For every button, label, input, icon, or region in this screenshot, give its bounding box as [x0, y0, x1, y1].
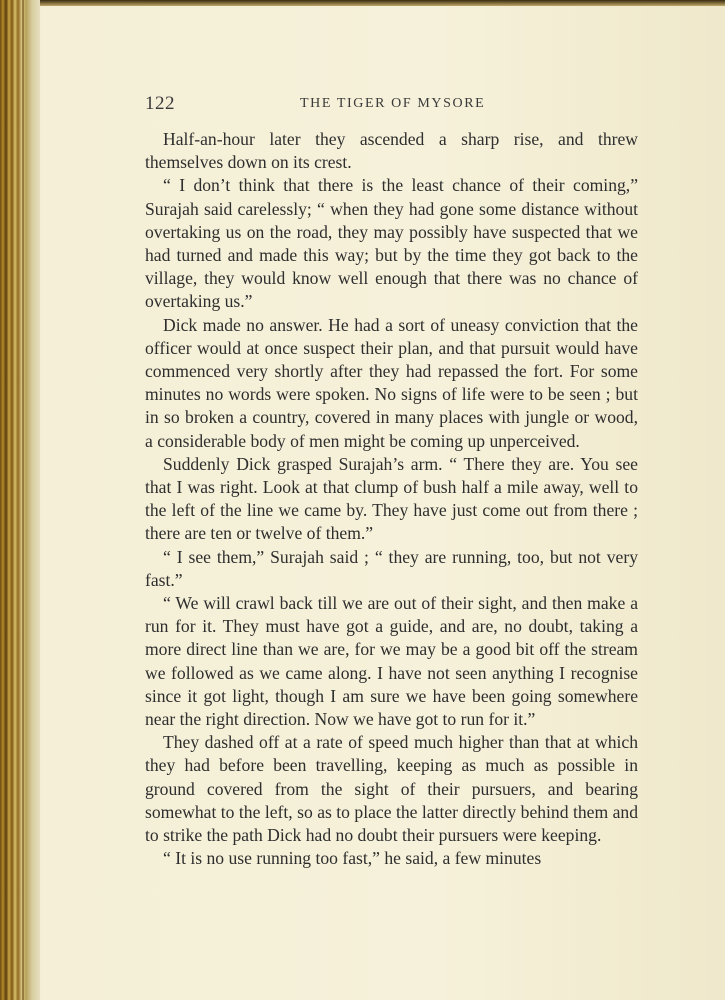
paragraph: Half-an-hour later they ascended a sharp rise, and threw themselves down on its crest.: [145, 129, 638, 173]
page-number: 122: [145, 93, 175, 114]
paragraph: Suddenly Dick grasped Surajah’s arm. “ There they are. You see that I was right. Look at that clump of bush half a mile away, well to the left of the line we came by. They have just come out from there ; there are ten or twelve of them.”: [145, 453, 638, 544]
gutter-line: [22, 0, 24, 1000]
body-text: [145, 128, 638, 871]
running-head: THE TIGER OF MYSORE: [300, 96, 486, 111]
paragraph: Dick made no answer. He had a sort of uneasy conviction that the officer would at once suspect their plan, and that pursuit would have commenced very shortly after they had repassed the fort. For some minutes no words were spoken. No signs of life were to be seen ; but in so broken a country, covered in many places with jungle or wood, a considerable body of men might be coming up unperceived.: [145, 314, 638, 451]
paragraph: “ I see them,” Surajah said ; “ they are running, too, but not very fast.”: [145, 546, 638, 590]
paragraph: “ It is no use running too fast,” he said, a few minutes: [163, 848, 542, 869]
book-gutter: [0, 0, 40, 1000]
paragraph: “ I don’t think that there is the least chance of their coming,” Surajah said carelessly; “ when they had gone some distance without overtaking us on the road, they may possibly have suspected that we had turned and made this way; but by the time they got back to the village, they would know well enough that there was no chance of overtaking us.”: [145, 175, 638, 312]
page-top-edge: [0, 0, 725, 6]
paragraph: They dashed off at a rate of speed much higher than that at which they had before been travelling, keeping as much as possible in ground covered from the sight of their pursuers, and bearing somewhat to the left, so as to place the latter directly behind them and to strike the path Dick had no doubt their pursuers were keeping.: [145, 732, 638, 846]
page-header: [145, 93, 665, 117]
paragraph: “ We will crawl back till we are out of their sight, and then make a run for it. They must have got a guide, and are, no doubt, taking a more direct line than we are, for we may be a good bit off the stream we followed as we came along. I have not seen anything I recognise since it got light, though I am sure we have been going somewhere near the right direction. Now we have got to run for it.”: [145, 593, 638, 730]
